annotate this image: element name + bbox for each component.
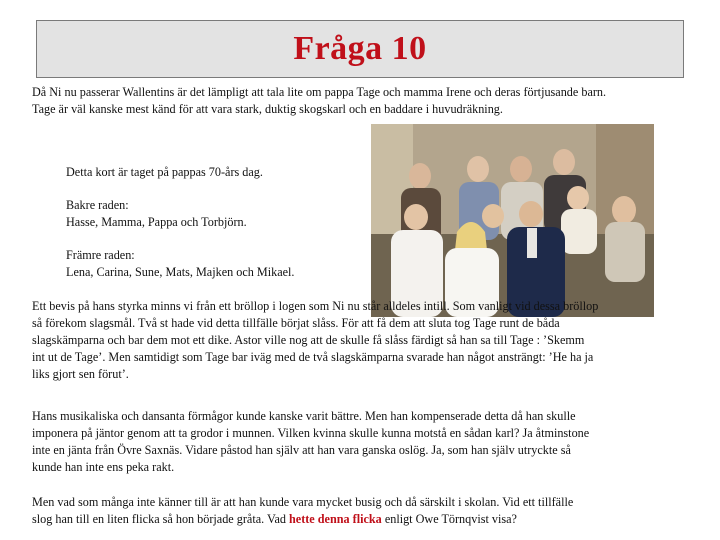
paragraph-strength-story [32,298,692,383]
back-row-label: Bakre raden: [66,198,129,212]
paragraph-music-dance [32,408,692,476]
family-photo [371,124,654,317]
paragraph-line: Men vad som många inte känner till är att han kunde vara mycket busig och då särskilt i skolan. Vid ett tillfälle [32,495,574,509]
back-row-caption [66,197,366,231]
paragraph-line: Hans musikaliska och dansanta förmågor kunde kanske varit bättre. Men han kompenserade detta då han skulle [32,409,576,423]
photo-caption-occasion: Detta kort är taget på pappas 70-års dag. [66,165,263,179]
paragraph-line: Ett bevis på hans styrka minns vi från ett bröllop i logen som Ni nu står alldeles intill. Som vanligt vid dessa bröllop [32,299,599,313]
title-box [36,20,684,78]
front-row-caption [66,247,366,281]
question-text-after: enligt Owe Törnqvist visa? [381,512,517,526]
intro-line: Tage är väl kanske mest känd för att vara stark, duktig skogskarl och en baddare i huvudräkning. [32,102,503,116]
family-photo-drawing [371,124,654,317]
question-text-before: slog han till en liten flicka så hon började gråta. Vad [32,512,289,526]
back-row-names: Hasse, Mamma, Pappa och Torbjörn. [66,215,247,229]
intro-paragraph [32,84,692,118]
paragraph-line: kunde han inte ens peka rakt. [32,460,175,474]
intro-line: Då Ni nu passerar Wallentins är det lämpligt att tala lite om pappa Tage och mamma Irene och deras förtjusande barn. [32,85,607,99]
front-row-names: Lena, Carina, Sune, Mats, Majken och Mikael. [66,265,295,279]
paragraph-line: inte en jänta från Övre Saxnäs. Vidare påstod han själv att han vara ganska oslög. Ja, som han själv utryckte så [32,443,571,457]
front-row-label: Främre raden: [66,248,135,262]
paragraph-line: liks gjort sen förut’. [32,367,129,381]
paragraph-line: imponera på jäntor genom att ta grodor i munnen. Vilken kvinna skulle kunna motstå en sådan karl? Ja åtminstone [32,426,590,440]
paragraph-question [32,494,692,528]
paragraph-line: så förekom slagsmål. Två st hade vid detta tillfälle börjat slåss. För att få dem att sluta tog Tage runt de båda [32,316,560,330]
question-highlight: hette denna flicka [289,512,382,526]
slide-title: Fråga 10 [293,30,427,67]
paragraph-line: slagskämparna och bar dem mot ett dike. Astor ville nog att de skulle få slåss färdigt så han sa till Tage : ’Skemm [32,333,585,347]
paragraph-line: int ut de Tage’. Men samtidigt som Tage bar iväg med de två slagskämparna svarade han något ansträngt: ’He ha ja [32,350,594,364]
question-line [32,511,692,528]
